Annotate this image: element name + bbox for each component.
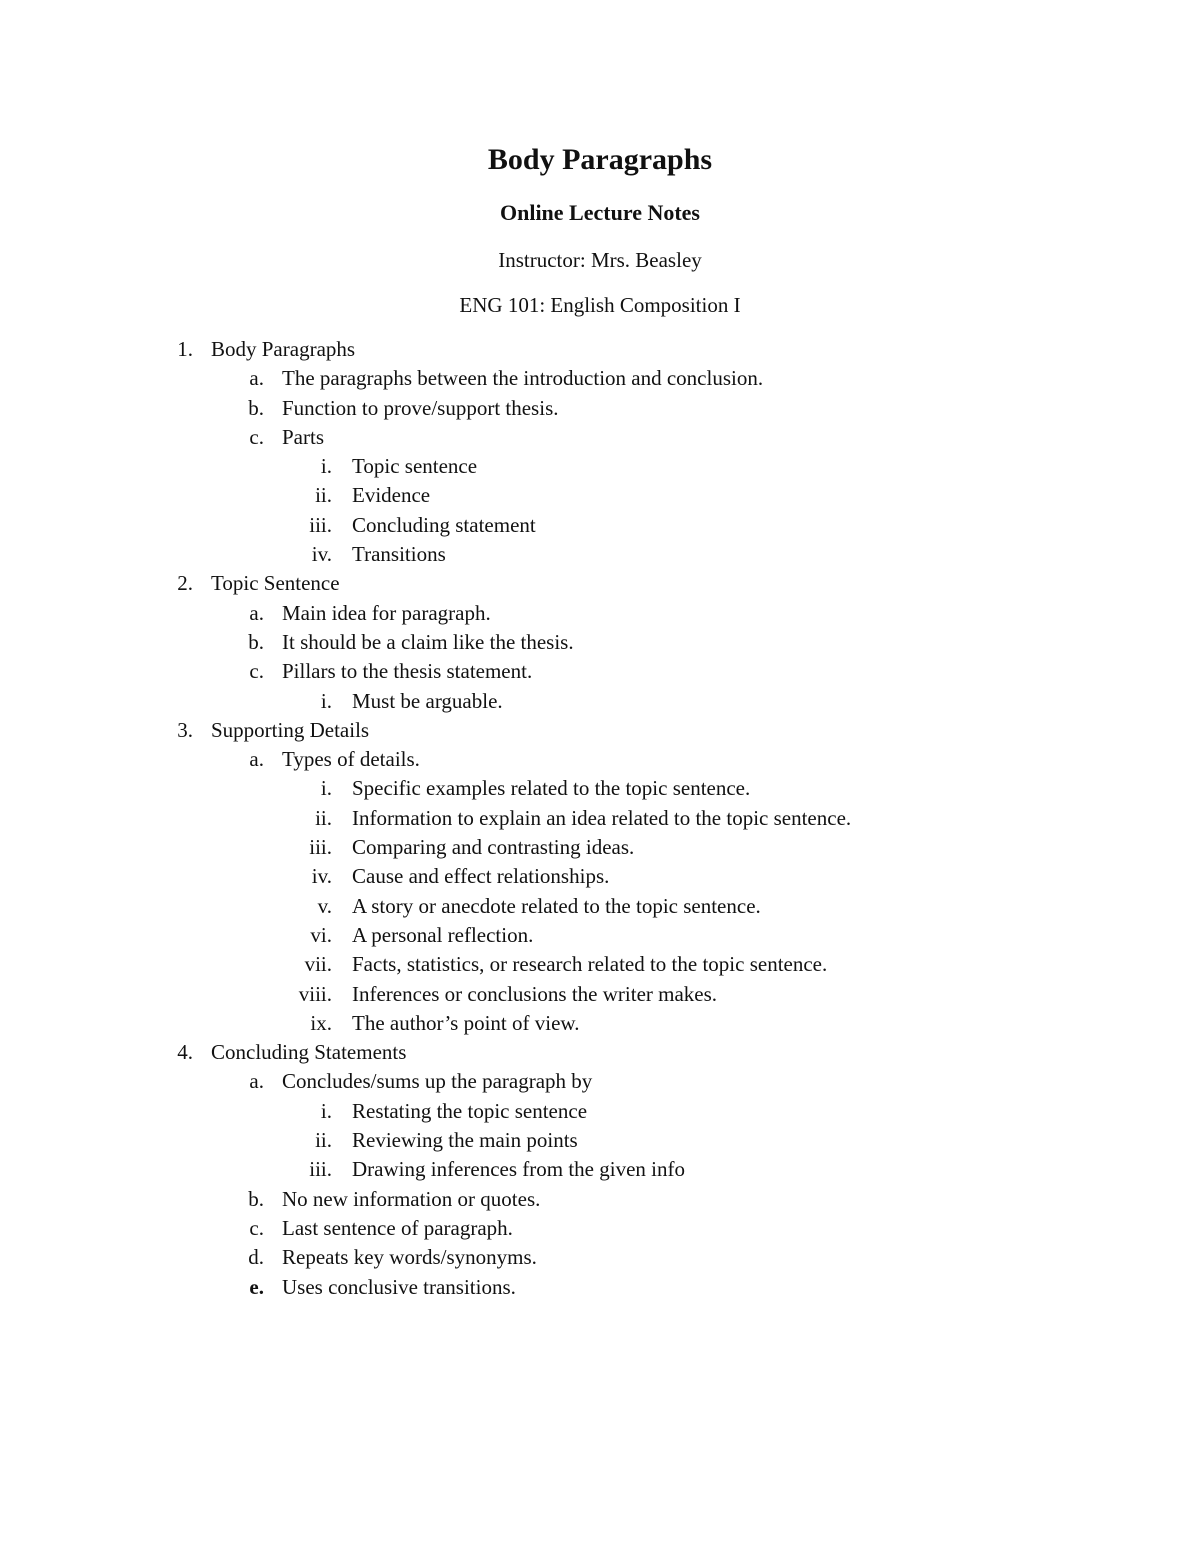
outline-item-level-2 [0,745,1200,774]
outline-text: Facts, statistics, or research related to the topic sentence. [352,952,828,977]
outline-marker: a. [249,600,264,625]
outline-text: Supporting Details [211,717,370,742]
outline-marker: iv. [311,542,332,567]
outline-item-level-1 [0,335,1200,364]
outline-text: The paragraphs between the introduction and conclusion. [282,366,764,391]
outline-item-level-3 [0,804,1200,833]
outline-item-level-2 [0,657,1200,686]
outline-marker: iii. [309,1157,332,1182]
outline-text: A personal reflection. [352,922,534,947]
outline-text: Topic Sentence [211,571,340,596]
outline-text: Function to prove/support thesis. [282,395,559,420]
outline-text: Concluding statement [352,512,536,537]
outline-text: Comparing and contrasting ideas. [352,835,635,860]
outline-item-level-3 [0,1009,1200,1038]
outline-marker: ii. [315,1128,332,1153]
outline-item-level-3 [0,1126,1200,1155]
outline-marker: ix. [310,1010,332,1035]
outline-item-level-2 [0,628,1200,657]
outline-item-level-3 [0,921,1200,950]
outline-item-level-3 [0,980,1200,1009]
outline-marker: c. [249,1215,264,1240]
outline-item-level-2 [0,1243,1200,1272]
outline-text: Uses conclusive transitions. [282,1274,516,1299]
outline-marker: viii. [298,981,332,1006]
outline-marker: e. [249,1274,264,1299]
outline-text: Transitions [352,542,446,567]
outline-item-level-3 [0,540,1200,569]
outline-item-level-3 [0,892,1200,921]
outline-marker: ii. [315,483,332,508]
outline-marker: 1. [177,337,193,361]
outline-marker: a. [249,1069,264,1094]
outline-item-level-2 [0,423,1200,452]
outline-marker: 2. [177,571,193,596]
outline-item-level-3 [0,687,1200,716]
outline-text: Information to explain an idea related to the topic sentence. [352,805,852,830]
outline-text: It should be a claim like the thesis. [282,629,574,654]
outline-item-level-3 [0,833,1200,862]
outline-text: The author’s point of view. [352,1010,580,1035]
outline-text: Drawing inferences from the given info [352,1157,685,1182]
outline-text: Evidence [352,483,431,508]
outline-item-level-3 [0,1155,1200,1184]
outline-text: Pillars to the thesis statement. [282,659,533,684]
outline-item-level-1 [0,1038,1200,1067]
outline-marker: i. [320,1098,332,1123]
document-title: Body Paragraphs [487,143,713,176]
outline-item-level-2 [0,1214,1200,1243]
outline-marker: d. [248,1245,264,1270]
course-line: ENG 101: English Composition I [459,293,741,317]
lecture-outline [0,335,1200,1302]
outline-item-level-1 [0,569,1200,598]
outline-text: Must be arguable. [352,688,503,713]
outline-text: Parts [282,424,324,449]
outline-text: No new information or quotes. [282,1186,541,1211]
outline-marker: vi. [310,922,332,947]
outline-marker: c. [249,659,264,684]
outline-marker: b. [248,395,264,420]
outline-marker: i. [320,454,332,479]
outline-marker: 4. [177,1040,193,1065]
outline-text: Concludes/sums up the paragraph by [282,1069,593,1094]
outline-text: Restating the topic sentence [352,1098,588,1123]
outline-text: Repeats key words/synonyms. [282,1245,537,1270]
outline-marker: iii. [309,512,332,537]
outline-marker: a. [249,747,264,772]
outline-text: A story or anecdote related to the topic sentence. [352,893,761,918]
outline-marker: b. [248,1186,264,1211]
outline-item-level-3 [0,774,1200,803]
outline-marker: b. [248,629,264,654]
outline-text: Cause and effect relationships. [352,864,610,889]
outline-text: Topic sentence [352,454,478,479]
outline-marker: iii. [309,835,332,860]
document-subtitle: Online Lecture Notes [499,200,700,225]
outline-marker: vii. [304,952,332,977]
outline-item-level-2 [0,1185,1200,1214]
outline-text: Reviewing the main points [352,1128,578,1153]
outline-text: Concluding Statements [211,1040,407,1065]
outline-text: Types of details. [282,747,420,772]
outline-item-level-3 [0,950,1200,979]
outline-text: Last sentence of paragraph. [282,1215,513,1240]
outline-marker: ii. [315,805,332,830]
outline-item-level-3 [0,1097,1200,1126]
outline-marker: iv. [311,864,332,889]
outline-marker: v. [317,893,332,918]
outline-item-level-2 [0,1273,1200,1302]
outline-item-level-1 [0,716,1200,745]
outline-item-level-2 [0,394,1200,423]
outline-text: Body Paragraphs [211,337,356,361]
outline-marker: 3. [177,717,193,742]
outline-item-level-3 [0,481,1200,510]
outline-marker: i. [320,688,332,713]
outline-marker: a. [249,366,264,391]
outline-item-level-3 [0,511,1200,540]
outline-item-level-2 [0,1067,1200,1096]
outline-item-level-3 [0,862,1200,891]
outline-item-level-3 [0,452,1200,481]
outline-text: Main idea for paragraph. [282,600,491,625]
outline-text: Inferences or conclusions the writer makes. [352,981,718,1006]
instructor-line: Instructor: Mrs. Beasley [498,248,702,272]
outline-marker: i. [320,776,332,801]
outline-text: Specific examples related to the topic sentence. [352,776,751,801]
outline-item-level-2 [0,599,1200,628]
outline-marker: c. [249,424,264,449]
outline-item-level-2 [0,364,1200,393]
